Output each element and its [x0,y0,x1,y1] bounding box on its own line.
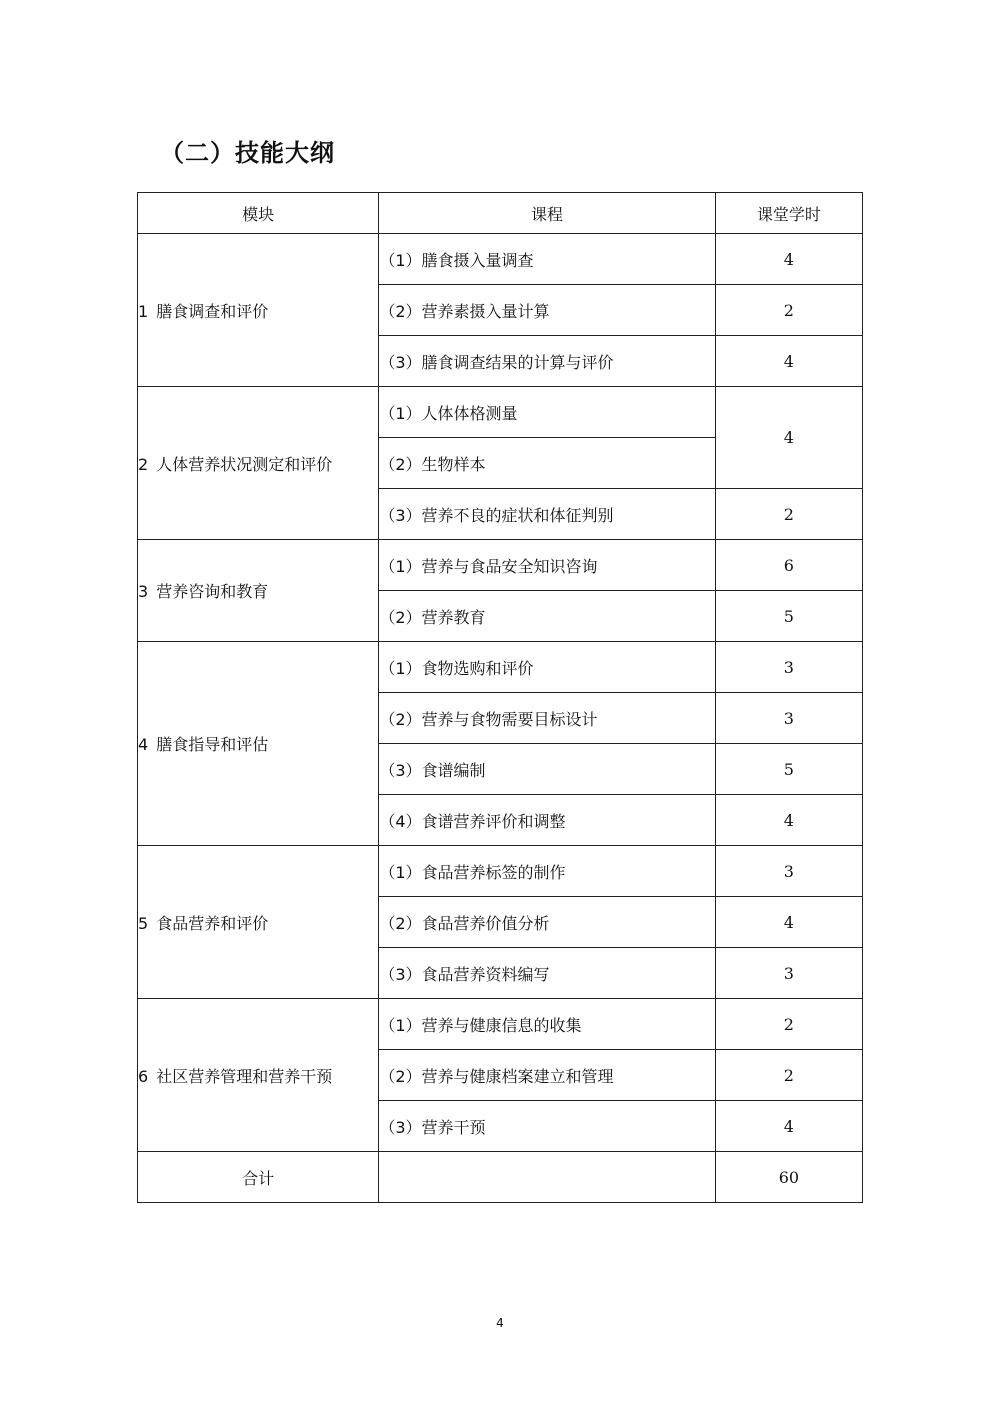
module-number: 3 [138,582,149,601]
hours-cell: 4 [715,795,862,846]
hours-cell: 2 [715,489,862,540]
module-name: 膳食指导和评估 [156,735,269,754]
module-name: 社区营养管理和营养干预 [156,1066,333,1086]
skills-syllabus-table [137,192,863,1203]
hours-cell: 5 [715,591,862,642]
hours-cell: 2 [715,999,862,1050]
hours-cell: 4 [715,1101,862,1152]
table-row [138,234,863,285]
module-number: 4 [138,735,149,754]
course-cell: （1）营养与健康信息的收集 [379,999,715,1050]
page-number: 4 [496,1316,504,1330]
header-module: 模块 [138,193,379,234]
course-cell: （4）食谱营养评价和调整 [379,795,715,846]
course-cell: （2）食品营养价值分析 [379,897,715,948]
course-cell: （3）营养干预 [379,1101,715,1152]
hours-cell: 3 [715,693,862,744]
table-row [138,387,863,438]
hours-cell: 5 [715,744,862,795]
module-cell [138,999,379,1152]
course-cell: （3）膳食调查结果的计算与评价 [379,336,715,387]
table-row [138,642,863,693]
header-course: 课程 [379,193,715,234]
hours-cell: 3 [715,948,862,999]
module-number: 5 [138,913,149,933]
total-course-empty [379,1152,715,1203]
module-cell [138,387,379,540]
course-cell: （1）食物选购和评价 [379,642,715,693]
hours-cell: 3 [715,642,862,693]
table-row [138,999,863,1050]
course-cell: （1）膳食摄入量调查 [379,234,715,285]
module-cell [138,846,379,999]
module-number: 2 [138,454,149,474]
table-row [138,846,863,897]
total-row [138,1152,863,1203]
module-number: 6 [138,1066,149,1086]
module-name: 膳食调查和评价 [156,301,269,321]
hours-cell: 4 [715,387,862,489]
course-cell: （2）营养教育 [379,591,715,642]
hours-cell: 3 [715,846,862,897]
module-cell [138,642,379,846]
hours-cell: 6 [715,540,862,591]
course-cell: （3）营养不良的症状和体征判别 [379,489,715,540]
hours-cell: 2 [715,1050,862,1101]
hours-cell: 2 [715,285,862,336]
course-cell: （3）食谱编制 [379,744,715,795]
section-title: （二）技能大纲 [160,139,335,167]
module-name: 食品营养和评价 [156,913,269,933]
hours-cell: 4 [715,897,862,948]
table-header-row [138,193,863,234]
course-cell: （1）食品营养标签的制作 [379,846,715,897]
module-name: 营养咨询和教育 [156,582,269,601]
module-name: 人体营养状况测定和评价 [156,454,333,474]
hours-cell: 4 [715,234,862,285]
course-cell: （1）营养与食品安全知识咨询 [379,540,715,591]
table-row [138,540,863,591]
total-label: 合计 [138,1152,379,1203]
header-class-hours: 课堂学时 [715,193,862,234]
total-hours: 60 [715,1152,862,1203]
course-cell: （2）生物样本 [379,438,715,489]
course-cell: （2）营养与食物需要目标设计 [379,693,715,744]
course-cell: （3）食品营养资料编写 [379,948,715,999]
hours-cell: 4 [715,336,862,387]
course-cell: （2）营养与健康档案建立和管理 [379,1050,715,1101]
module-cell [138,234,379,387]
module-number: 1 [138,301,149,321]
course-cell: （1）人体体格测量 [379,387,715,438]
course-cell: （2）营养素摄入量计算 [379,285,715,336]
module-cell [138,540,379,642]
